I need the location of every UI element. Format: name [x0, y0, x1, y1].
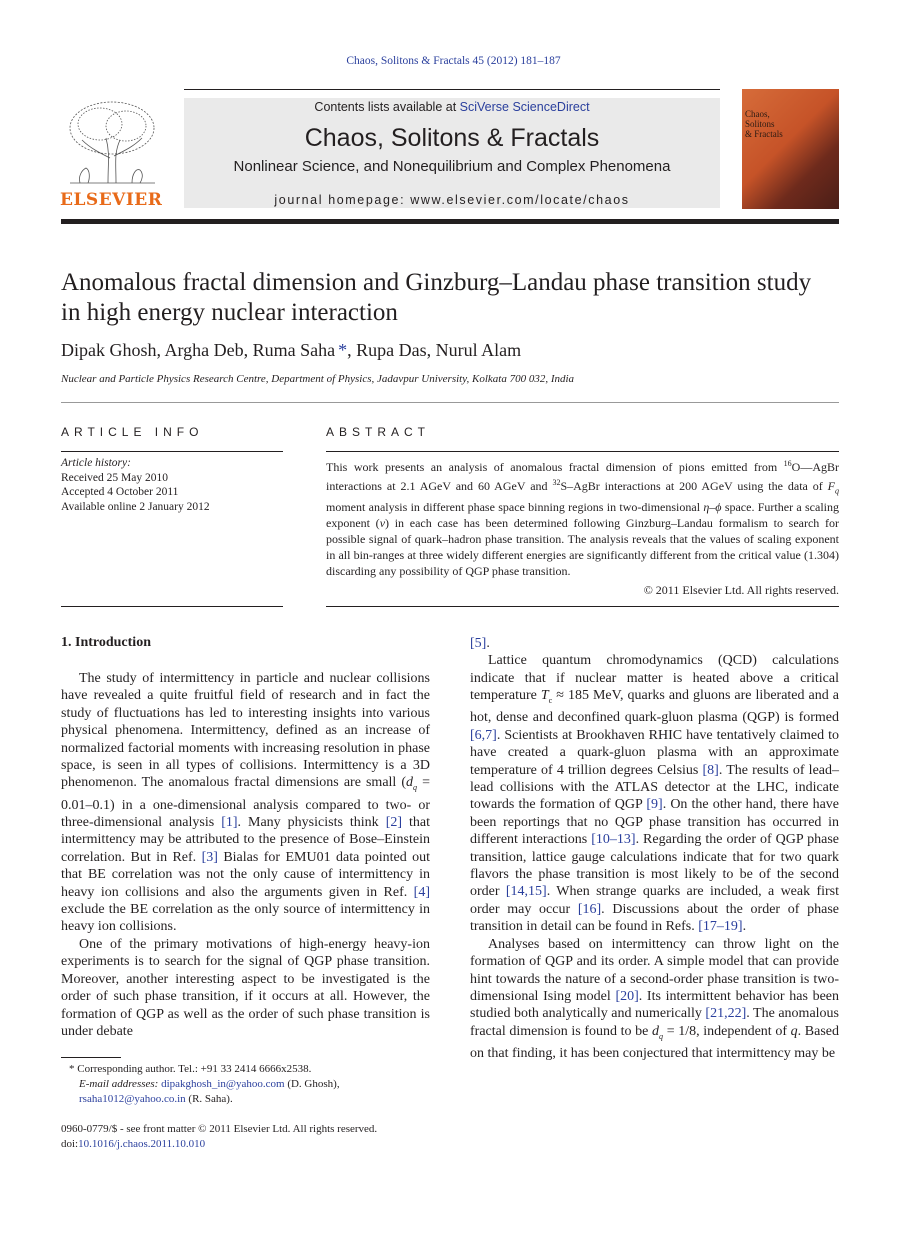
citation-link[interactable]: [6,7]: [470, 727, 497, 743]
body-column-right: [470, 635, 839, 1062]
affiliation: Nuclear and Particle Physics Research Centre, Department of Physics, Jadavpur University, Kolkata 700 032, India: [61, 373, 575, 385]
divider: [61, 451, 283, 452]
doi-link[interactable]: 10.1016/j.chaos.2011.10.010: [78, 1138, 206, 1150]
divider: [61, 402, 839, 403]
authors-text: Dipak Ghosh, Argha Deb, Ruma Saha: [61, 340, 336, 360]
section-heading: 1. Introduction: [61, 635, 151, 650]
history-label: Article history:: [61, 457, 131, 469]
paragraph: Lattice quantum chromodynamics (QCD) calculations indicate that if nuclear matter is heated above a critical temperature $T_c \approx 185$ MeV, quarks and gluons are liberated and a hot, dense and deconfined quark-gluon plasma (QGP) is formed [6,7]. Scientists at Brookhaven RHIC have tentatively claimed to have created a quark-gluon plasma with an approximate temperature of 4 trillion degrees Celsius [8]. The results of lead–lead collisions with the ATLAS detector at the LHC, indicate towards the formation of QGP [9]. On the other hand, there have been reportings that no QGP phase transition has occurred in different interactions [10–13]. Regarding the order of QGP phase transition, lattice gauge calculations indicate that for two quark flavors the phase transition is most likely to be of the second order [14,15]. When strange quarks are included, a weak first order may occur [16]. Discussions about the order of phase transition in detail can be found in Refs. [17–19].: [470, 653, 840, 935]
abstract-text: S–AgBr interactions at 200 AGeV using the data of: [560, 479, 828, 493]
paragraph: One of the primary motivations of high-energy heavy-ion experiments is to search for the signal of QGP phase transition. Moreover, another interesting aspect to be investigated is the order of such phase transition, if it occurs at all. However, the formation of QGP as well as the order of such phase transition is under debate: [61, 936, 430, 1039]
article-title-line: Anomalous fractal dimension and Ginzburg–Landau phase transition study: [61, 269, 812, 296]
abstract-text: moment analysis in different phase space binning regions in two-dimensional: [326, 500, 704, 515]
article-title: [61, 268, 851, 328]
header-top-rule: [184, 89, 720, 90]
citation-link[interactable]: [1]: [221, 815, 238, 831]
article-history: [61, 456, 210, 514]
abstract-text: ) in each case has been determined following Ginzburg–Landau formalism to search for possible signal of quark–hadron phase transition. The analysis reveals that the values of scaling exponent in all bin-ranges at three widely different energies are significantly different from the critical value (1.304) discarding any possibility of QGP phase transition.: [326, 516, 839, 579]
author-list: [61, 340, 521, 361]
corresponding-footnote: * Corresponding author. Tel.: +91 33 2414 6666x2538.: [69, 1063, 312, 1075]
journal-subtitle: Nonlinear Science, and Nonequilibrium and Complex Phenomena: [233, 158, 671, 175]
citation-link[interactable]: [10–13]: [591, 832, 636, 848]
paragraph: The study of intermittency in particle and nuclear collisions have revealed a quite fruitful field of research and in fact the study of fluctuations has led to interesting insights into various physical phenomena. Intermittency, defined as an increase of normalized factorial moments with increasing resolution in phase space, is seen in all types of collisions. Intermittency is a 3D phenomenon. The anomalous fractal dimensions are small $(d_q = 0.01-0.1)$ in a one-dimensional analysis compared to two- or three-dimensional analysis [1]. Many physicists think [2] that intermittency may be attributed to the presence of Bose–Einstein correlation. But in Ref. [3] Bialas for EMU01 data pointed out that BE correlation was not the only cause of intermittency in heavy ion collisions and also the arguments given in Ref. [4] exclude the BE correlation as the only source of intermittency in heavy ion collisions.: [61, 671, 431, 935]
citation-link[interactable]: [5]: [470, 636, 487, 651]
journal-cover-image: [742, 89, 839, 209]
citation-link[interactable]: [21,22]: [705, 1006, 747, 1022]
copyright-notice: © 2011 Elsevier Ltd. All rights reserved.: [643, 583, 839, 597]
citation-link[interactable]: [2]: [385, 815, 403, 831]
divider: [326, 606, 839, 607]
authors-text: , Rupa Das, Nurul Alam: [347, 340, 522, 360]
received-date: Received 25 May 2010: [61, 471, 168, 484]
citation-link[interactable]: [17–19]: [698, 919, 743, 935]
email-footnote: E-mail addresses: dipakghosh_in@yahoo.com (D. Ghosh), rsaha1012@yahoo.co.in (R. Saha).: [79, 1078, 340, 1105]
citation-link[interactable]: [20]: [615, 988, 639, 1004]
paragraph-continued: [5].: [470, 636, 490, 651]
doi-line: doi:10.1016/j.chaos.2011.10.010: [61, 1138, 206, 1150]
elsevier-logo: [60, 98, 162, 210]
article-info-heading: ARTICLE INFO: [61, 425, 204, 439]
article-title-line: in high energy nuclear interaction: [61, 299, 398, 326]
footnote-rule: [61, 1057, 121, 1058]
citation-link[interactable]: [3]: [201, 849, 218, 865]
citation-link[interactable]: [16]: [577, 901, 602, 917]
cover-title-line: Chaos,: [745, 109, 770, 119]
journal-banner: [184, 98, 720, 208]
contents-prefix: Contents lists available at: [314, 100, 460, 114]
abstract-text: O—AgBr interactions at 2.1 AGeV and 60 AGeV and: [326, 460, 839, 493]
abstract-text: This work presents an analysis of anomalous fractal dimension of pions emitted from: [326, 460, 784, 474]
online-date: Available online 2 January 2012: [61, 500, 210, 513]
elsevier-tree-icon: [60, 98, 162, 188]
corresponding-author-mark[interactable]: *: [338, 340, 348, 360]
math-symbol: η–ϕ: [703, 500, 722, 515]
citation-link[interactable]: [8]: [702, 762, 719, 778]
cover-title-line: Solitons: [745, 119, 775, 129]
cover-title: [745, 109, 783, 139]
citation-link[interactable]: [9]: [646, 797, 663, 813]
divider: [326, 451, 839, 452]
math-symbol: ν: [379, 516, 386, 531]
running-head[interactable]: Chaos, Solitons & Fractals 45 (2012) 181–187: [346, 55, 561, 67]
mass-number: 32: [552, 478, 561, 487]
mass-number: 16: [783, 459, 792, 468]
abstract-text: space. Further a scaling exponent (: [326, 500, 839, 531]
accepted-date: Accepted 4 October 2011: [61, 486, 179, 498]
citation-link[interactable]: [4]: [413, 884, 430, 900]
citation-link[interactable]: [14,15]: [505, 884, 547, 900]
email-link[interactable]: dipakghosh_in@yahoo.com: [161, 1078, 285, 1090]
contents-line: [184, 100, 720, 114]
front-matter: [61, 1122, 377, 1152]
footnotes: [61, 1062, 430, 1107]
abstract-body: [326, 456, 839, 579]
abstract-heading: ABSTRACT: [326, 425, 431, 439]
email-link[interactable]: rsaha1012@yahoo.co.in: [79, 1093, 186, 1105]
math-symbol: F: [827, 479, 836, 493]
cover-title-line: & Fractals: [745, 129, 783, 139]
body-column-left: [61, 670, 430, 1040]
journal-homepage-link[interactable]: journal homepage: www.elsevier.com/locate/chaos: [274, 193, 630, 207]
sciencedirect-link[interactable]: SciVerse ScienceDirect: [459, 100, 590, 114]
divider: [61, 606, 283, 607]
paragraph: Analyses based on intermittency can throw light on the formation of QGP and its order. A simple model that can provide hint towards the nature of a second-order phase transition is two-dimensional Ising model [20]. Its intermittent behavior has been studied both analytically and numerically [21,22]. The anomalous fractal dimension is found to be $d_q = 1/8$, independent of q. Based on that finding, it has been conjectured that intermittency may be: [470, 936, 839, 1061]
journal-title: Chaos, Solitons & Fractals: [304, 124, 600, 152]
elsevier-wordmark: ELSEVIER: [60, 190, 163, 210]
issn-line: 0960-0779/$ - see front matter © 2011 Elsevier Ltd. All rights reserved.: [61, 1123, 378, 1135]
math-subscript: q: [835, 486, 840, 496]
header-bottom-rule: [61, 219, 839, 224]
